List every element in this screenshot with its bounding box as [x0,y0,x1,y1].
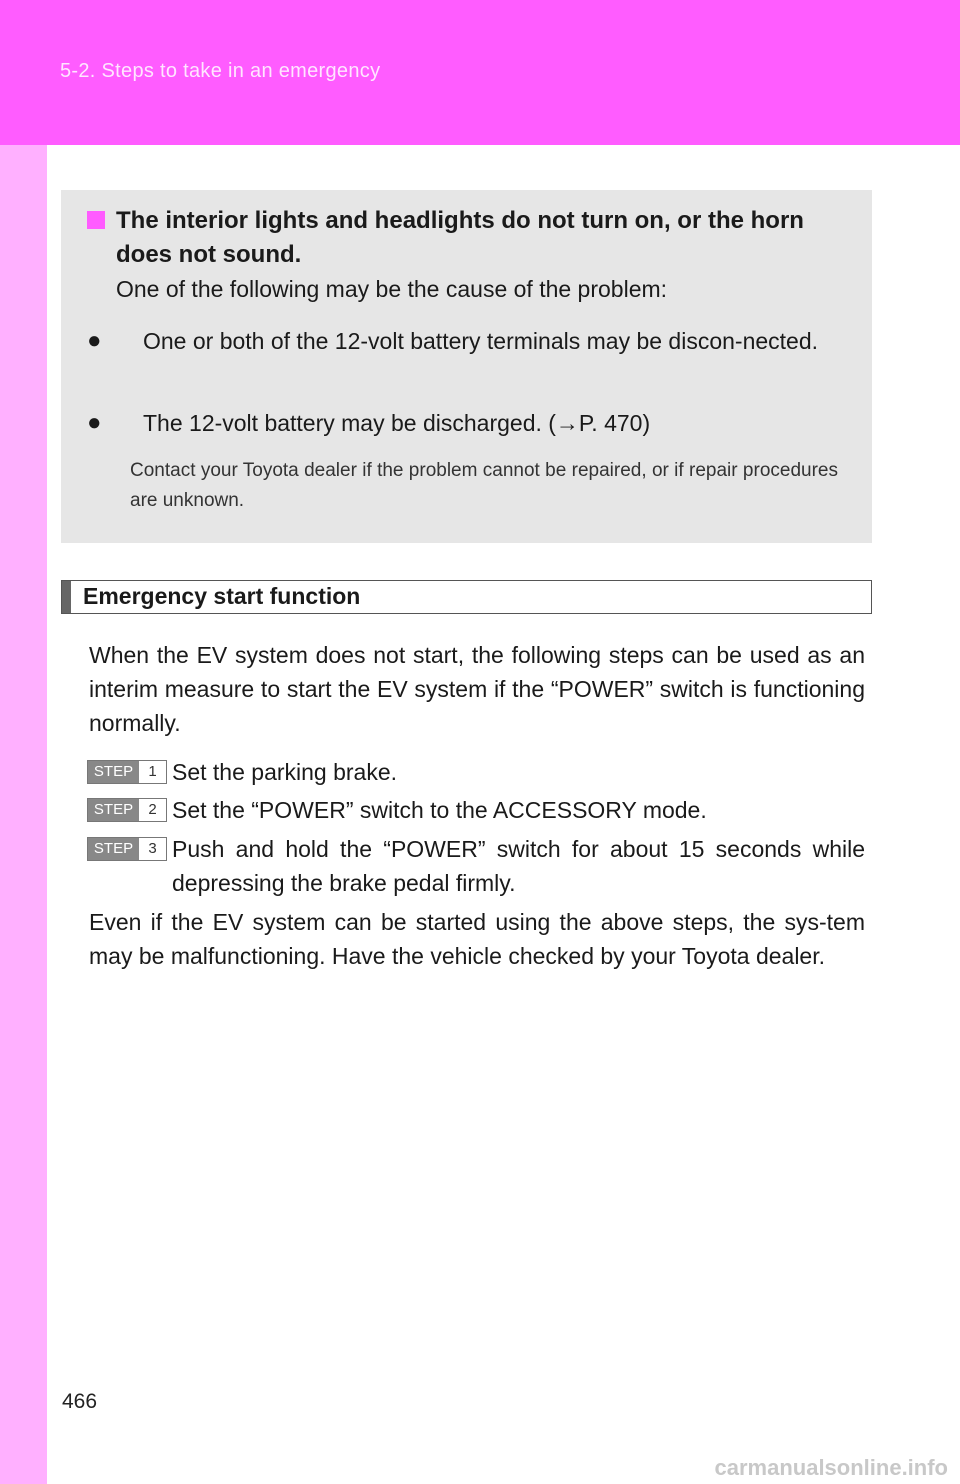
step-item [87,755,865,789]
step-text: Push and hold the “POWER” switch for about 15 seconds while depressing the brake pedal firmly. [172,836,865,896]
step-item [87,793,865,827]
intro-paragraph: When the EV system does not start, the following steps can be used as an interim measure to start the EV system if the “POWER” switch is functioning normally. [89,642,865,736]
list-item [87,324,839,358]
bullet-dot-icon: ● [87,409,102,436]
box-note: Contact your Toyota dealer if the problem cannot be repaired, or if repair procedures are unknown. [130,460,838,511]
box-lead-text: One of the following may be the cause of the problem: [116,276,668,302]
side-strip [0,0,47,1484]
step-text: Set the “POWER” switch to the ACCESSORY mode. [172,797,707,823]
list-item [87,406,839,440]
section-heading-bar [61,580,872,614]
square-bullet-icon [87,211,105,229]
step-item [87,832,865,900]
troubleshooting-box [61,190,872,543]
header-bar [0,0,960,145]
list-item-text: One or both of the 12-volt battery terminals may be discon-nected. [143,328,819,354]
bullet-dot-icon: ● [87,327,102,354]
closing-paragraph: Even if the EV system can be started using the above steps, the sys-tem may be malfunctioning. Have the vehicle checked by your Toyota dealer. [89,909,865,969]
section-header-title: 5-2. Steps to take in an emergency [60,60,381,82]
heading-accent [62,581,71,613]
box-heading [87,204,847,272]
box-heading-text: The interior lights and headlights do not turn on, or the horn does not sound. [116,207,804,268]
step-badge: STEP 1 [87,760,167,784]
step-badge: STEP 3 [87,837,167,861]
page-number: 466 [62,1390,98,1413]
list-item-text: The 12-volt battery may be discharged. (→P. 470) [143,410,651,436]
step-text: Set the parking brake. [172,759,398,785]
step-badge: STEP 2 [87,798,167,822]
watermark-text: carmanualsonline.info [714,1455,948,1480]
section-title: Emergency start function [83,583,361,609]
